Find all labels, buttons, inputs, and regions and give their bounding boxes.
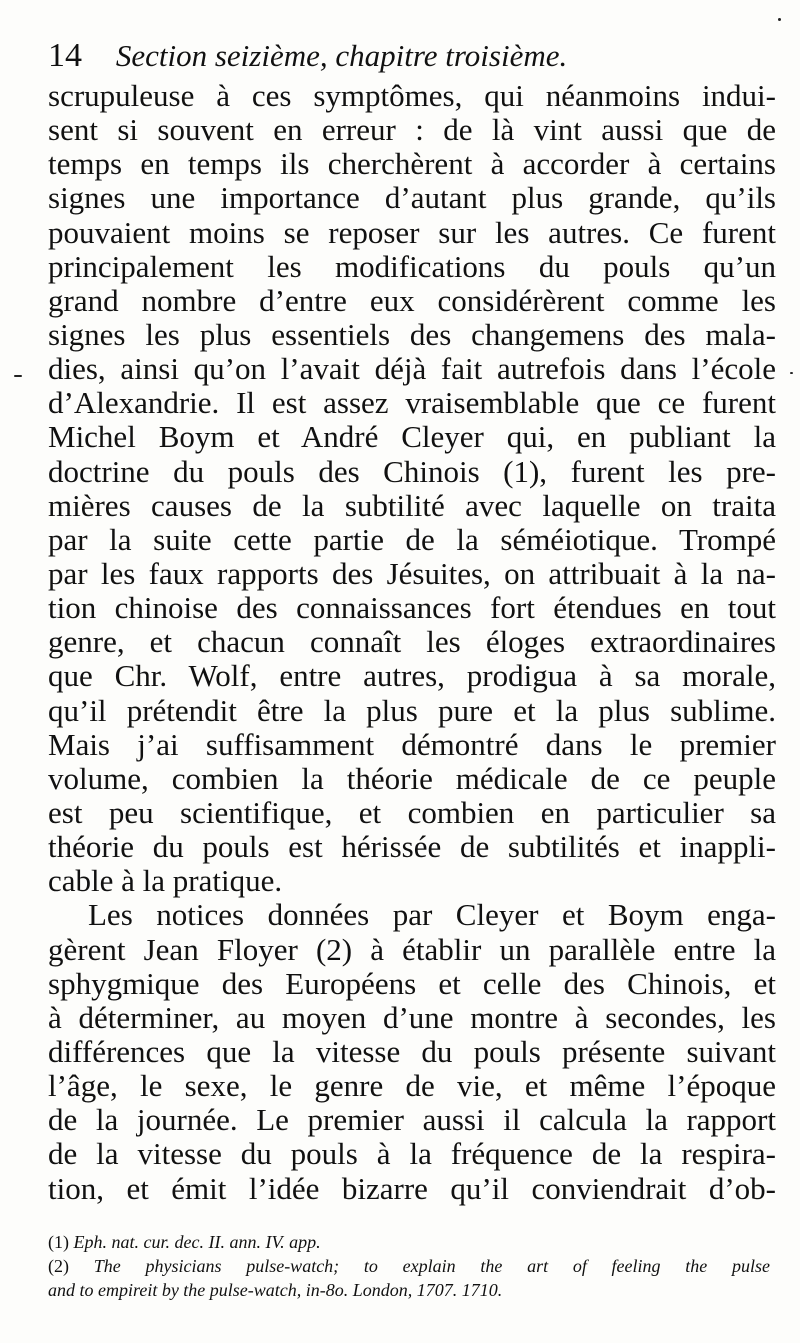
body-text [48,79,776,1206]
running-head [48,34,768,78]
text-line: cable à la pratique. [48,863,283,899]
text-line: temps en temps ils cherchèrent à accorder à certains [48,146,776,182]
text-line: est peu scientifique, et combien en particulier sa [48,794,776,830]
text-line: sent si souvent en erreur : de là vint aussi que de [48,112,776,148]
text-line: pouvaient moins se reposer sur les autres. Ce furent [48,214,776,250]
footnotes [48,1230,770,1302]
text-line: grand nombre d’entre eux considérèrent comme les [48,282,776,318]
text-line: sphygmique des Européens et celle des Chinois, et [48,965,776,1001]
text-line: scrupuleuse à ces symptômes, qui néanmoins indui- [48,78,776,113]
footnote-1-text: Eph. nat. cur. dec. II. ann. IV. app. [73,1232,321,1252]
text-line: par la suite cette partie de la séméiotique. Trompé [48,521,776,557]
text-line: dies, ainsi qu’on l’avait déjà fait autrefois dans l’école [48,351,776,387]
text-line: de la journée. Le premier aussi il calcula la rapport [48,1102,776,1138]
text-line: principalement les modifications du pouls qu’un [48,248,776,284]
text-line: à déterminer, au moyen d’une montre à secondes, les [48,999,776,1035]
text-line: Michel Boym et André Cleyer qui, en publiant la [48,419,776,455]
footnote-1 [48,1230,770,1254]
ink-speck [790,372,793,374]
text-line: l’âge, le sexe, le genre de vie, et même l’époque [48,1068,776,1104]
text-line: de la vitesse du pouls à la fréquence de la respira- [48,1136,776,1172]
text-line: théorie du pouls est hérissée de subtilités et inappli- [48,829,776,865]
text-line: doctrine du pouls des Chinois (1), furent les pre- [48,453,776,489]
footnote-2-text-line1: The physicians pulse-watch; to explain the art of feeling the pulse [93,1256,770,1276]
ink-speck [14,375,22,377]
text-line: tion, et émit l’idée bizarre qu’il conviendrait d’ob- [48,1170,776,1206]
text-line: tion chinoise des connaissances fort étendues en tout [48,590,776,626]
text-line: par les faux rapports des Jésuites, on attribuait à la na- [48,555,776,591]
text-line: d’Alexandrie. Il est assez vraisemblable que ce furent [48,385,776,421]
text-line: Mais j’ai suffisamment démontré dans le premier [48,726,776,762]
footnote-2-text-line2: and to empireit by the pulse-watch, in-8o. London, 1707. 1710. [48,1280,503,1300]
text-line: signes les plus essentiels des changemens des mala- [48,316,776,352]
text-line: volume, combien la théorie médicale de ce peuple [48,760,776,796]
footnote-1-mark: (1) [48,1232,69,1252]
text-line: différences que la vitesse du pouls présente suivant [48,1033,776,1069]
page-number: 14 [48,37,82,74]
text-line: mières causes de la subtilité avec laquelle on traita [48,487,776,523]
text-line: gèrent Jean Floyer (2) à établir un parallèle entre la [48,931,776,967]
footnote-2-mark: (2) [48,1256,69,1276]
footnote-2-continued [48,1278,770,1302]
chapter-title: Section seizième, chapitre troisième. [115,38,568,73]
text-line: Les notices données par Cleyer et Boym enga- [88,897,776,933]
text-line: qu’il prétendit être la plus pure et la plus sublime. [48,692,776,728]
text-line: que Chr. Wolf, entre autres, prodigua à sa morale, [48,658,776,694]
text-line: genre, et chacun connaît les éloges extraordinaires [48,624,776,660]
footnote-2 [48,1254,770,1278]
text-line: signes une importance d’autant plus grande, qu’ils [48,180,776,216]
ink-speck [778,18,781,21]
